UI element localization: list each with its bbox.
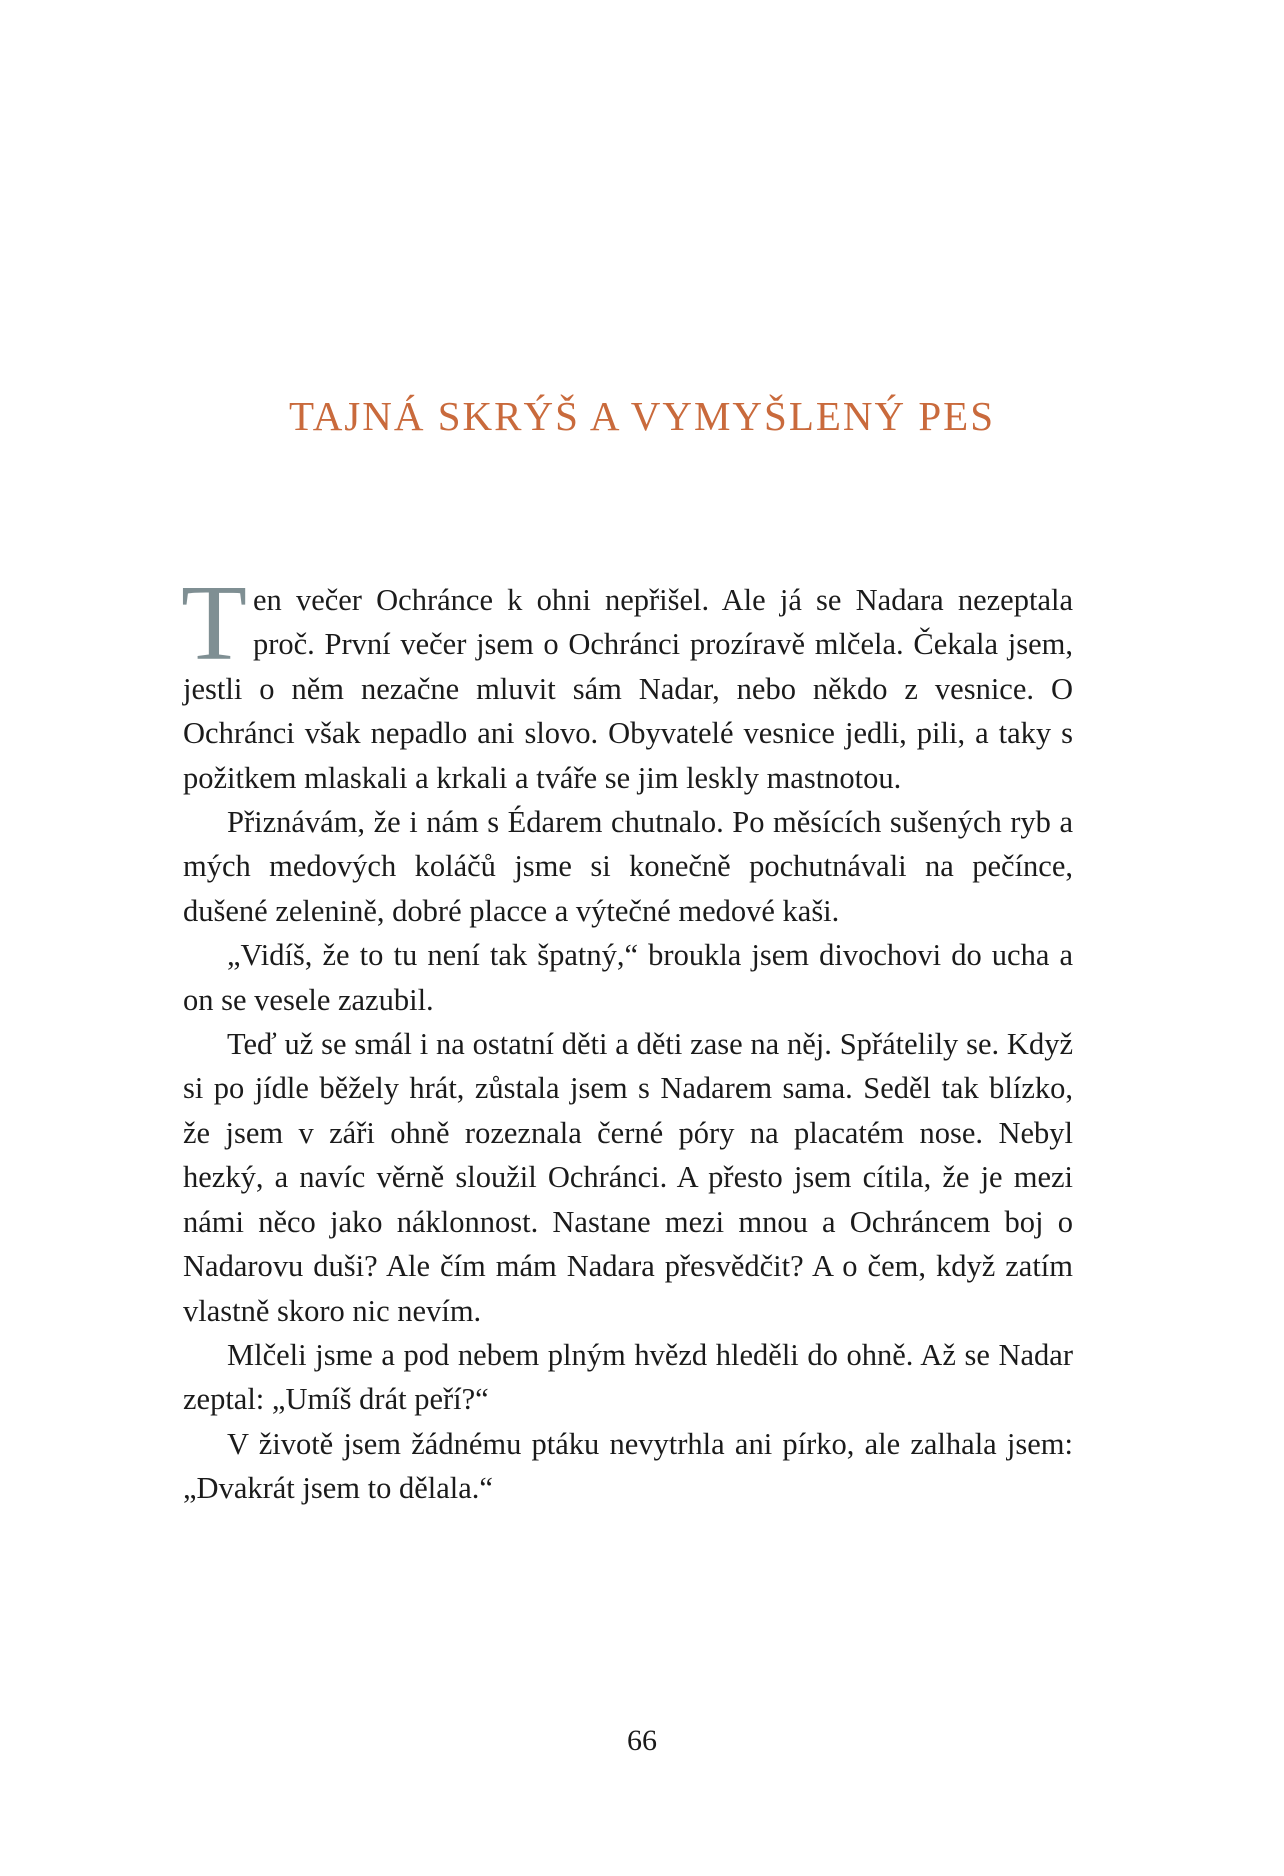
chapter-body <box>181 564 1073 1511</box>
paragraph-4: Teď už se smál i na ostatní děti a děti zase na něj. Spřátelily se. Když si po jídle běžely hrát, zůstala jsem s Nadarem sama. Seděl tak blízko, že jsem v záři ohně rozeznala černé póry na placatém nose. Nebyl hezký, a navíc věrně sloužil Ochránci. A přesto jsem cítila, že je mezi námi něco jako náklonnost. Nastane mezi mnou a Ochráncem boj o Nadarovu duši? Ale čím mám Nadara přesvědčit? A o čem, když zatím vlastně skoro nic nevím. <box>183 1027 1073 1328</box>
paragraph-1-text: en večer Ochránce k ohni nepřišel. Ale já se Nadara nezeptala proč. První večer jsem o Ochránci prozíravě mlčela. Čekala jsem, jestli o něm nezačne mluvit sám Nadar, nebo někdo z vesnice. O Ochránci však nepadlo ani slovo. Obyvatelé vesnice jedli, pili, a taky s požitkem mlaskali a krkali a tváře se jim leskly mastnotou. <box>183 583 1073 795</box>
paragraph-5: Mlčeli jsme a pod nebem plným hvězd hleděli do ohně. Až se Nadar zeptal: „Umíš drát peří?“ <box>183 1337 1073 1417</box>
paragraph-2: Přiznávám, že i nám s Édarem chutnalo. Po měsících sušených ryb a mých medových koláčů jsme si konečně pochutnávali na pečínce, dušené zelenině, dobré placce a výtečné medové kaši. <box>183 805 1073 928</box>
chapter-title: TAJNÁ SKRÝŠ A VYMYŠLENÝ PES <box>288 393 996 439</box>
paragraph-1 <box>181 564 1073 800</box>
drop-cap: T <box>181 564 247 683</box>
page-number: 66 <box>627 1724 657 1757</box>
paragraph-3: „Vidíš, že to tu není tak špatný,“ broukla jsem divochovi do ucha a on se vesele zazubil. <box>183 938 1073 1017</box>
paragraph-6: V životě jsem žádnému ptáku nevytrhla ani pírko, ale zalhala jsem: „Dvakrát jsem to dělala.“ <box>183 1426 1073 1506</box>
